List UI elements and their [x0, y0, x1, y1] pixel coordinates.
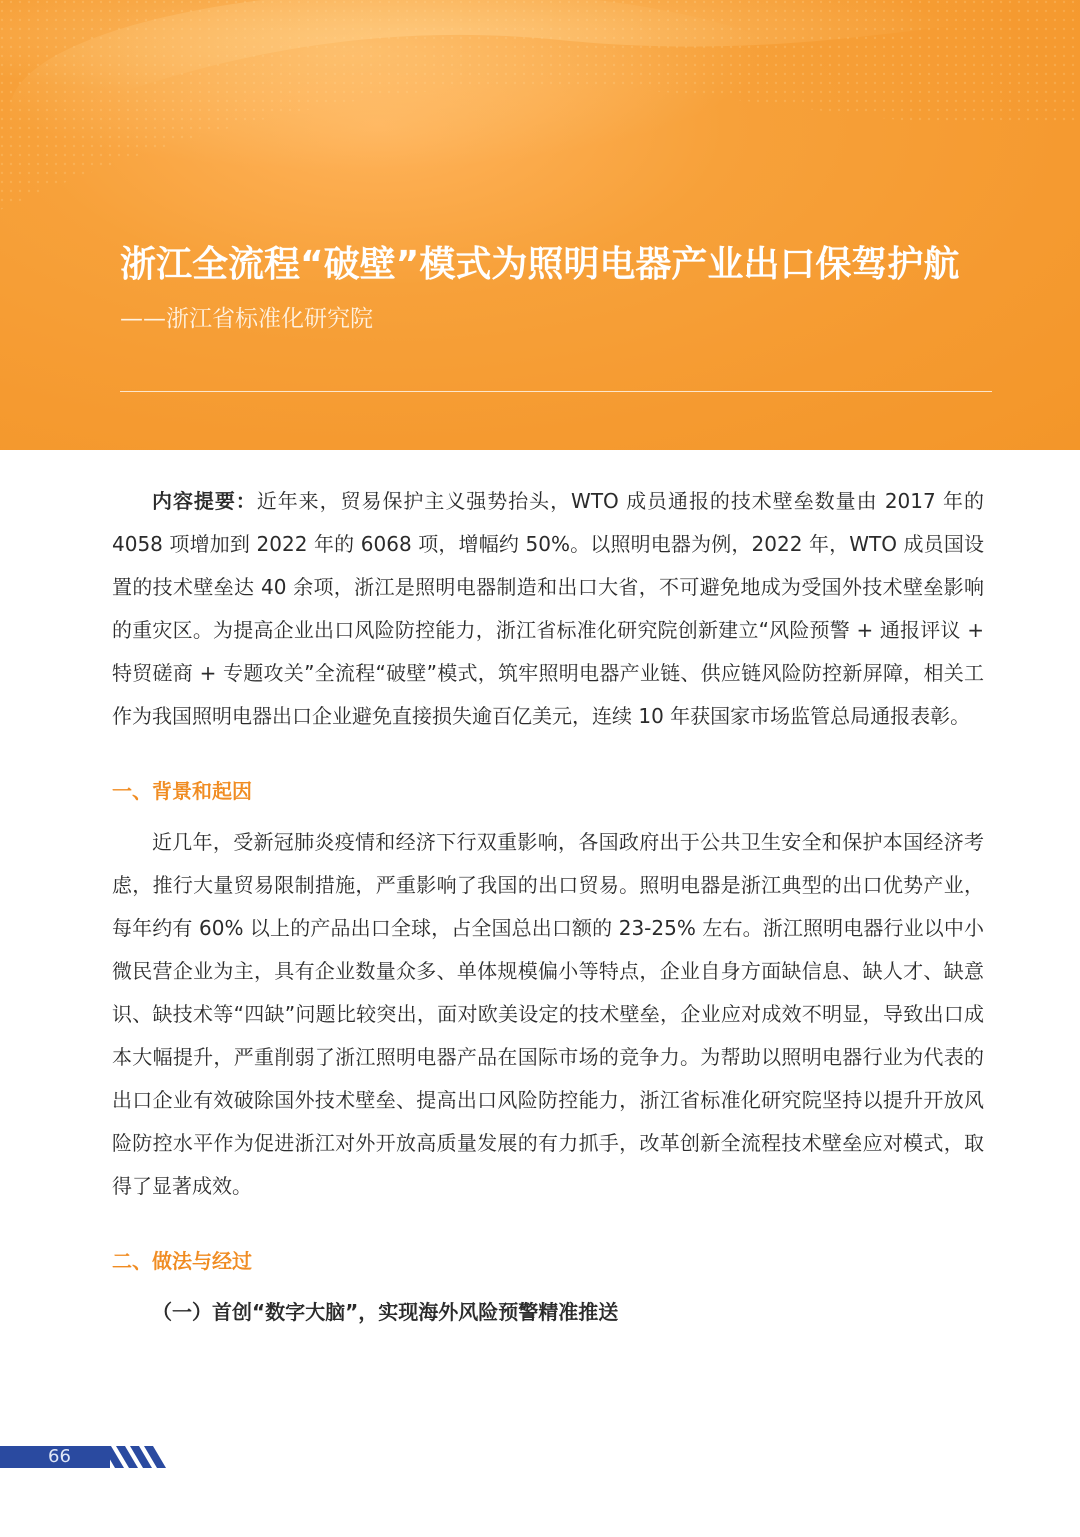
dot-texture-decoration	[0, 0, 1080, 450]
page-subtitle: ——浙江省标准化研究院	[120, 306, 373, 332]
summary-text: 近年来，贸易保护主义强势抬头，WTO 成员通报的技术壁垒数量由 2017 年的 4058 项增加到 2022 年的 6068 项，增幅约 50%。以照明电器为例，2022 年，WTO 成员国设置的技术壁垒达 40 余项，浙江是照明电器制造和出口大省，不可避免地成为受国外技术壁垒影响的重灾区。为提高企业出口风险防控能力，浙江省标准化研究院创新建立“风险预警 + 通报评议 + 特贸磋商 + 专题攻关”全流程“破壁”模式，筑牢照明电器产业链、供应链风险防控新屏障，相关工作为我国照明电器出口企业避免直接损失逾百亿美元，连续 10 年获国家市场监管总局通报表彰。	[112, 489, 984, 728]
section-heading-background: 一、背景和起因	[112, 779, 252, 803]
page-title: 浙江全流程“破壁”模式为照明电器产业出口保驾护航	[120, 244, 960, 285]
background-paragraph: 近几年，受新冠肺炎疫情和经济下行双重影响，各国政府出于公共卫生安全和保护本国经济考虑，推行大量贸易限制措施，严重影响了我国的出口贸易。照明电器是浙江典型的出口优势产业，每年约有 60% 以上的产品出口全球，占全国总出口额的 23-25% 左右。浙江照明电器行业以中小微民营企业为主，具有企业数量众多、单体规模偏小等特点，企业自身方面缺信息、缺人才、缺意识、缺技术等“四缺”问题比较突出，面对欧美设定的技术壁垒，企业应对成效不明显，导致出口成本大幅提升，严重削弱了浙江照明电器产品在国际市场的竞争力。为帮助以照明电器行业为代表的出口企业有效破除国外技术壁垒、提高出口风险防控能力，浙江省标准化研究院坚持以提升开放风险防控水平作为促进浙江对外开放高质量发展的有力抓手，改革创新全流程技术壁垒应对模式，取得了显著成效。	[112, 830, 984, 1198]
section-heading-methods: 二、做法与经过	[112, 1249, 252, 1273]
summary-label: 内容提要：	[152, 489, 257, 513]
subsection-heading: （一）首创“数字大脑”，实现海外风险预警精准推送	[152, 1300, 619, 1324]
stripes-decoration	[102, 1446, 172, 1468]
header-divider	[120, 391, 992, 392]
article-body	[112, 480, 984, 1334]
page-number: 66	[48, 1446, 71, 1467]
header-banner	[0, 0, 1080, 450]
summary-paragraph	[112, 480, 984, 738]
